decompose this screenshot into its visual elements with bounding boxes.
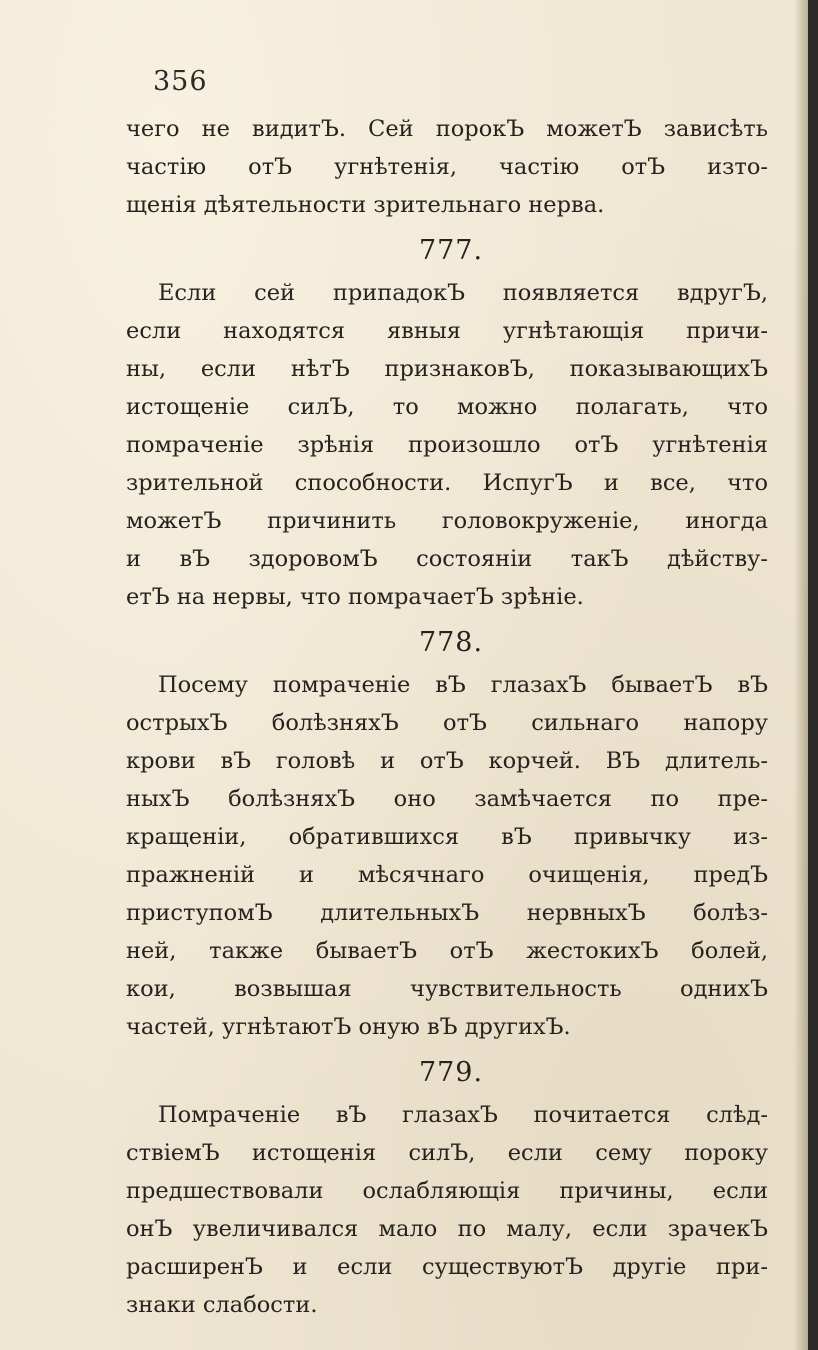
text-line: чего не видитЪ. Сей порокЪ можетЪ зависѣть bbox=[126, 116, 768, 142]
text-line: онЪ увеличивался мало по малу, если зрачекЪ bbox=[126, 1216, 768, 1242]
text-line: ныхЪ болѣзняхЪ оно замѣчается по пре- bbox=[126, 786, 768, 812]
text-line: расширенЪ и если существуютЪ другіе при- bbox=[126, 1254, 768, 1280]
text-line: истощеніе силЪ, то можно полагать, что bbox=[126, 394, 768, 420]
text-line: приступомЪ длительныхЪ нервныхЪ болѣз- bbox=[126, 900, 768, 926]
section-779 bbox=[126, 1046, 768, 1324]
text-line: помраченіе зрѣнія произошло отЪ угнѣтенія bbox=[126, 432, 768, 458]
text-line: ствіемЪ истощенія силЪ, если сему пороку bbox=[126, 1140, 768, 1166]
text-line: знаки слабости. bbox=[126, 1292, 318, 1318]
text-line: кои, возвышая чувствительность однихЪ bbox=[126, 976, 768, 1002]
text-line: ны, если нѣтЪ признаковЪ, показывающихЪ bbox=[126, 356, 768, 382]
text-line: крови вЪ головѣ и отЪ корчей. ВЪ длитель- bbox=[126, 748, 768, 774]
section-number: 777. bbox=[418, 235, 484, 266]
text-line: можетЪ причинить головокруженіе, иногда bbox=[126, 508, 768, 534]
text-line: предшествовали ослабляющія причины, если bbox=[126, 1178, 768, 1204]
text-line: если находятся явныя угнѣтающія причи- bbox=[126, 318, 768, 344]
text-line: етЪ на нервы, что помрачаетЪ зрѣніе. bbox=[126, 584, 584, 610]
section-number: 779. bbox=[418, 1057, 484, 1088]
text-line: острыхЪ болѣзняхЪ отЪ сильнаго напору bbox=[126, 710, 768, 736]
page-edge-shadow bbox=[794, 0, 808, 1350]
text-line: частію отЪ угнѣтенія, частію отЪ изто- bbox=[126, 154, 768, 180]
page-number: 356 bbox=[153, 66, 208, 97]
section-number: 778. bbox=[418, 627, 484, 658]
text-line: щенія дѣятельности зрительнаго нерва. bbox=[126, 192, 605, 218]
text-line: Посему помраченіе вЪ глазахЪ бываетЪ вЪ bbox=[158, 672, 768, 698]
text-line: ней, также бываетЪ отЪ жестокихЪ болей, bbox=[126, 938, 768, 964]
text-line: Помраченіе вЪ глазахЪ почитается слѣд- bbox=[158, 1102, 768, 1128]
text-line: зрительной способности. ИспугЪ и все, что bbox=[126, 470, 768, 496]
text-column bbox=[126, 110, 768, 1324]
text-line: и вЪ здоровомЪ состояніи такЪ дѣйству- bbox=[126, 546, 768, 572]
text-line: пражненій и мѣсячнаго очищенія, предЪ bbox=[126, 862, 768, 888]
section-778 bbox=[126, 616, 768, 1046]
text-line: кращеніи, обратившихся вЪ привычку из- bbox=[126, 824, 768, 850]
text-line: Если сей припадокЪ появляется вдругЪ, bbox=[158, 280, 768, 306]
intro-paragraph bbox=[126, 110, 768, 224]
text-line: частей, угнѣтаютЪ оную вЪ другихЪ. bbox=[126, 1014, 571, 1040]
section-777 bbox=[126, 224, 768, 616]
